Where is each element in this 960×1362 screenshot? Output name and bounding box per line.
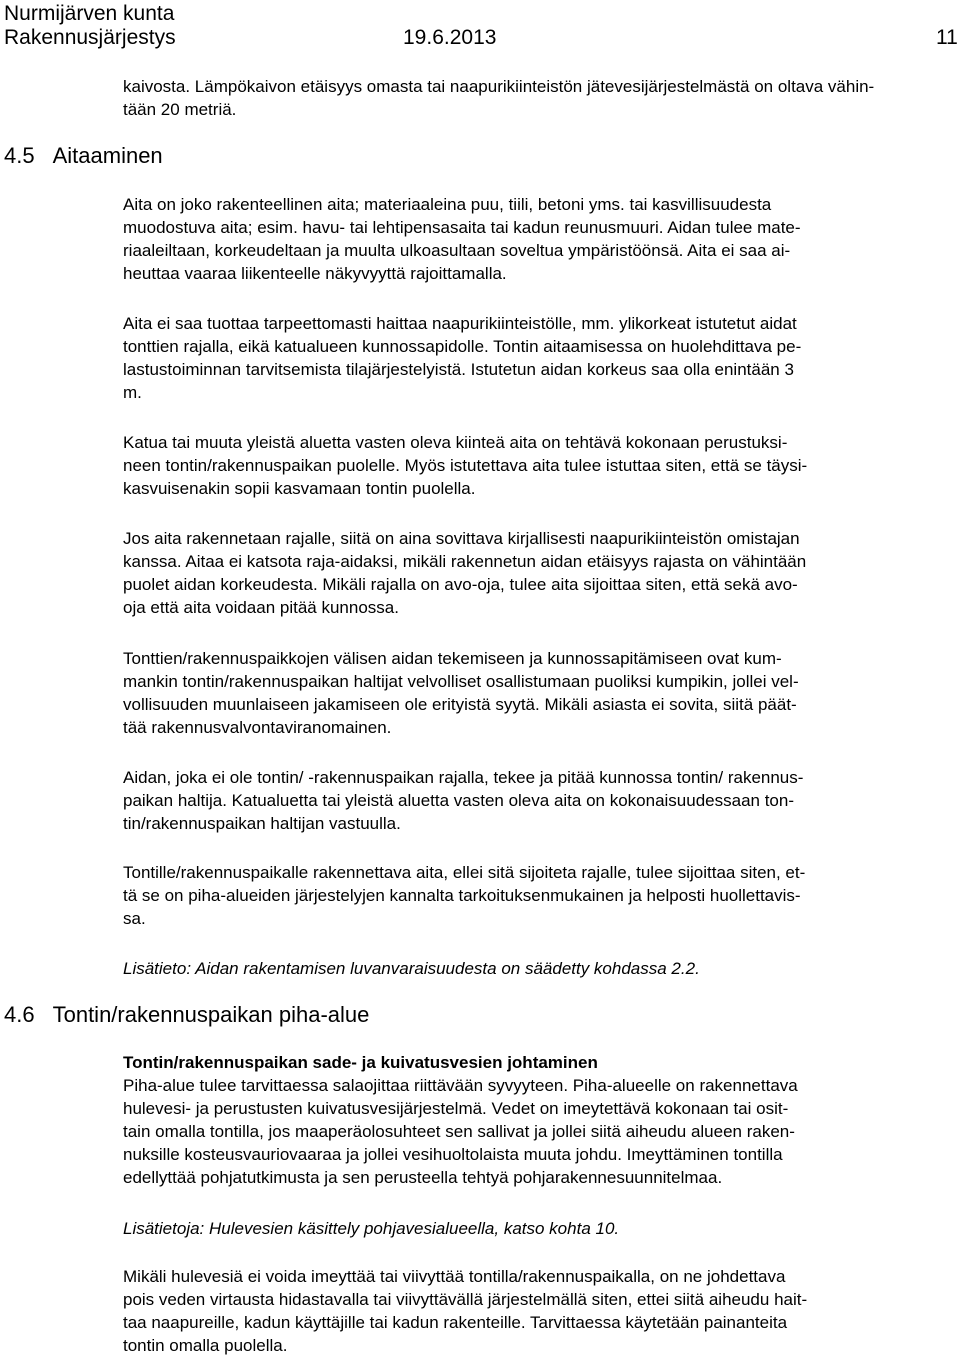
s45-paragraph-3: Katua tai muuta yleistä aluetta vasten oleva kiinteä aita on tehtävä kokonaan perustuksi- neen tontin/rakennuspaikan puolelle. Myös istutettava aita tulee istuttaa siten, että se täysi- kasvuisenakin sopii kasvamaan tontin puolella.: [123, 433, 808, 498]
s45-paragraph-7: Tontille/rakennuspaikalle rakennettava aita, ellei sitä sijoiteta rajalle, tulee sijoittaa siten, et- tä se on piha-alueiden järjestelyjen kannalta tarkoituksenmukainen ja helposti huollettavis- sa.: [123, 863, 806, 928]
s45-paragraph-5: Tonttien/rakennuspaikkojen välisen aidan tekemiseen ja kunnossapitämiseen ovat kum- mankin tontin/rakennuspaikan haltijat velvolliset osallistumaan puoliksi kumpikin, jollei vel- vollisuuden muunlaiseen jakamiseen ole erityistä syytä. Mikäli asiasta ei sovita, siitä päät- tää rakennusvalvontaviranomainen.: [123, 649, 799, 737]
s46-subheading: Tontin/rakennuspaikan sade- ja kuivatusvesien johtaminen: [123, 1053, 598, 1072]
section-number: 4.5: [4, 143, 35, 168]
s45-paragraph-4: Jos aita rakennetaan rajalle, siitä on aina sovittava kirjallisesti naapurikiinteistön omistajan kanssa. Aitaa ei katsota raja-aidaksi, mikäli rakennetun aidan etäisyys rajasta on vähintään puolet aidan korkeudesta. Mikäli rajalla on avo-oja, tulee aita sijoittaa siten, että sekä avo- oja että aita voidaan pitää kunnossa.: [123, 529, 807, 617]
s45-paragraph-6: Aidan, joka ei ole tontin/ -rakennuspaikan rajalla, tekee ja pitää kunnossa tontin/ rakennus- paikan haltija. Katualuetta tai yleistä aluetta vasten oleva aita on kokonaisuudessaan ton- tin/rakennuspaikan haltijan vastuulla.: [123, 768, 804, 833]
header-page-number: 11: [936, 26, 958, 49]
header-date: 19.6.2013: [403, 26, 497, 49]
s46-paragraph-1: Piha-alue tulee tarvittaessa salaojittaa riittävään syvyyteen. Piha-alueelle on rakennettava hulevesi- ja perustusten kuivatusvesijärjestelmä. Vedet on imeytettävä kokonaan tai osit- tain omalla tontilla, jos maaperäolosuhteet sen sallivat ja jollei siitä aiheudu alueen raken- nuksille kosteusvauriovaaraa ja jollei vesihuoltolaista muuta johdu. Imeyttäminen tontilla edellyttää pohjatutkimusta ja sen perusteella tehtyä pohjarakennesuunnitelmaa.: [123, 1076, 798, 1187]
s45-paragraph-1: Aita on joko rakenteellinen aita; materiaaleina puu, tiili, betoni yms. tai kasvillisuudesta muodostuva aita; esim. havu- tai lehtipensasaita tai kadun reunusmuuri. Aidan tulee mate- riaaleiltaan, korkeudeltaan ja muulta ulkoasultaan soveltua ympäristöönsä. Aita ei saa ai- heuttaa vaaraa liikenteelle näkyvyyttä rajoittamalla.: [123, 195, 801, 283]
section-4-5-heading: [4, 143, 163, 169]
section-number: 4.6: [4, 1002, 35, 1027]
s45-note: Lisätieto: Aidan rakentamisen luvanvaraisuudesta on säädetty kohdassa 2.2.: [123, 959, 700, 978]
s46-paragraph-2: Mikäli hulevesiä ei voida imeyttää tai viivyttää tontilla/rakennuspaikalla, on ne johdettava pois veden virtausta hidastavalla tai viivyttävällä järjestelmällä siten, ettei siitä aiheudu hait- taa naapureille, kadun käyttäjille tai kadun rakenteille. Tarvittaessa käytetään painanteita tontin omalla puolella.: [123, 1267, 808, 1355]
header-document-title: Rakennusjärjestys: [4, 26, 176, 49]
section-4-6-heading: [4, 1002, 369, 1028]
s46-note: Lisätietoja: Hulevesien käsittely pohjavesialueella, katso kohta 10.: [123, 1219, 620, 1238]
section-title: Aitaaminen: [52, 143, 163, 168]
s45-paragraph-2: Aita ei saa tuottaa tarpeettomasti haittaa naapurikiinteistölle, mm. ylikorkeat istutetut aidat tonttien rajalla, eikä katualueen kunnossapidolle. Tontin aitaamisessa on huolehdittava pe- lastustoiminnan tarvitsemista tilajärjestelyistä. Istutetun aidan korkeus saa olla enintään 3 m.: [123, 314, 802, 402]
intro-paragraph: kaivosta. Lämpökaivon etäisyys omasta tai naapurikiinteistön jätevesijärjestelmästä on oltava vähin- tään 20 metriä.: [123, 77, 875, 119]
header-organization: Nurmijärven kunta: [4, 2, 175, 25]
section-title: Tontin/rakennuspaikan piha-alue: [52, 1002, 370, 1027]
